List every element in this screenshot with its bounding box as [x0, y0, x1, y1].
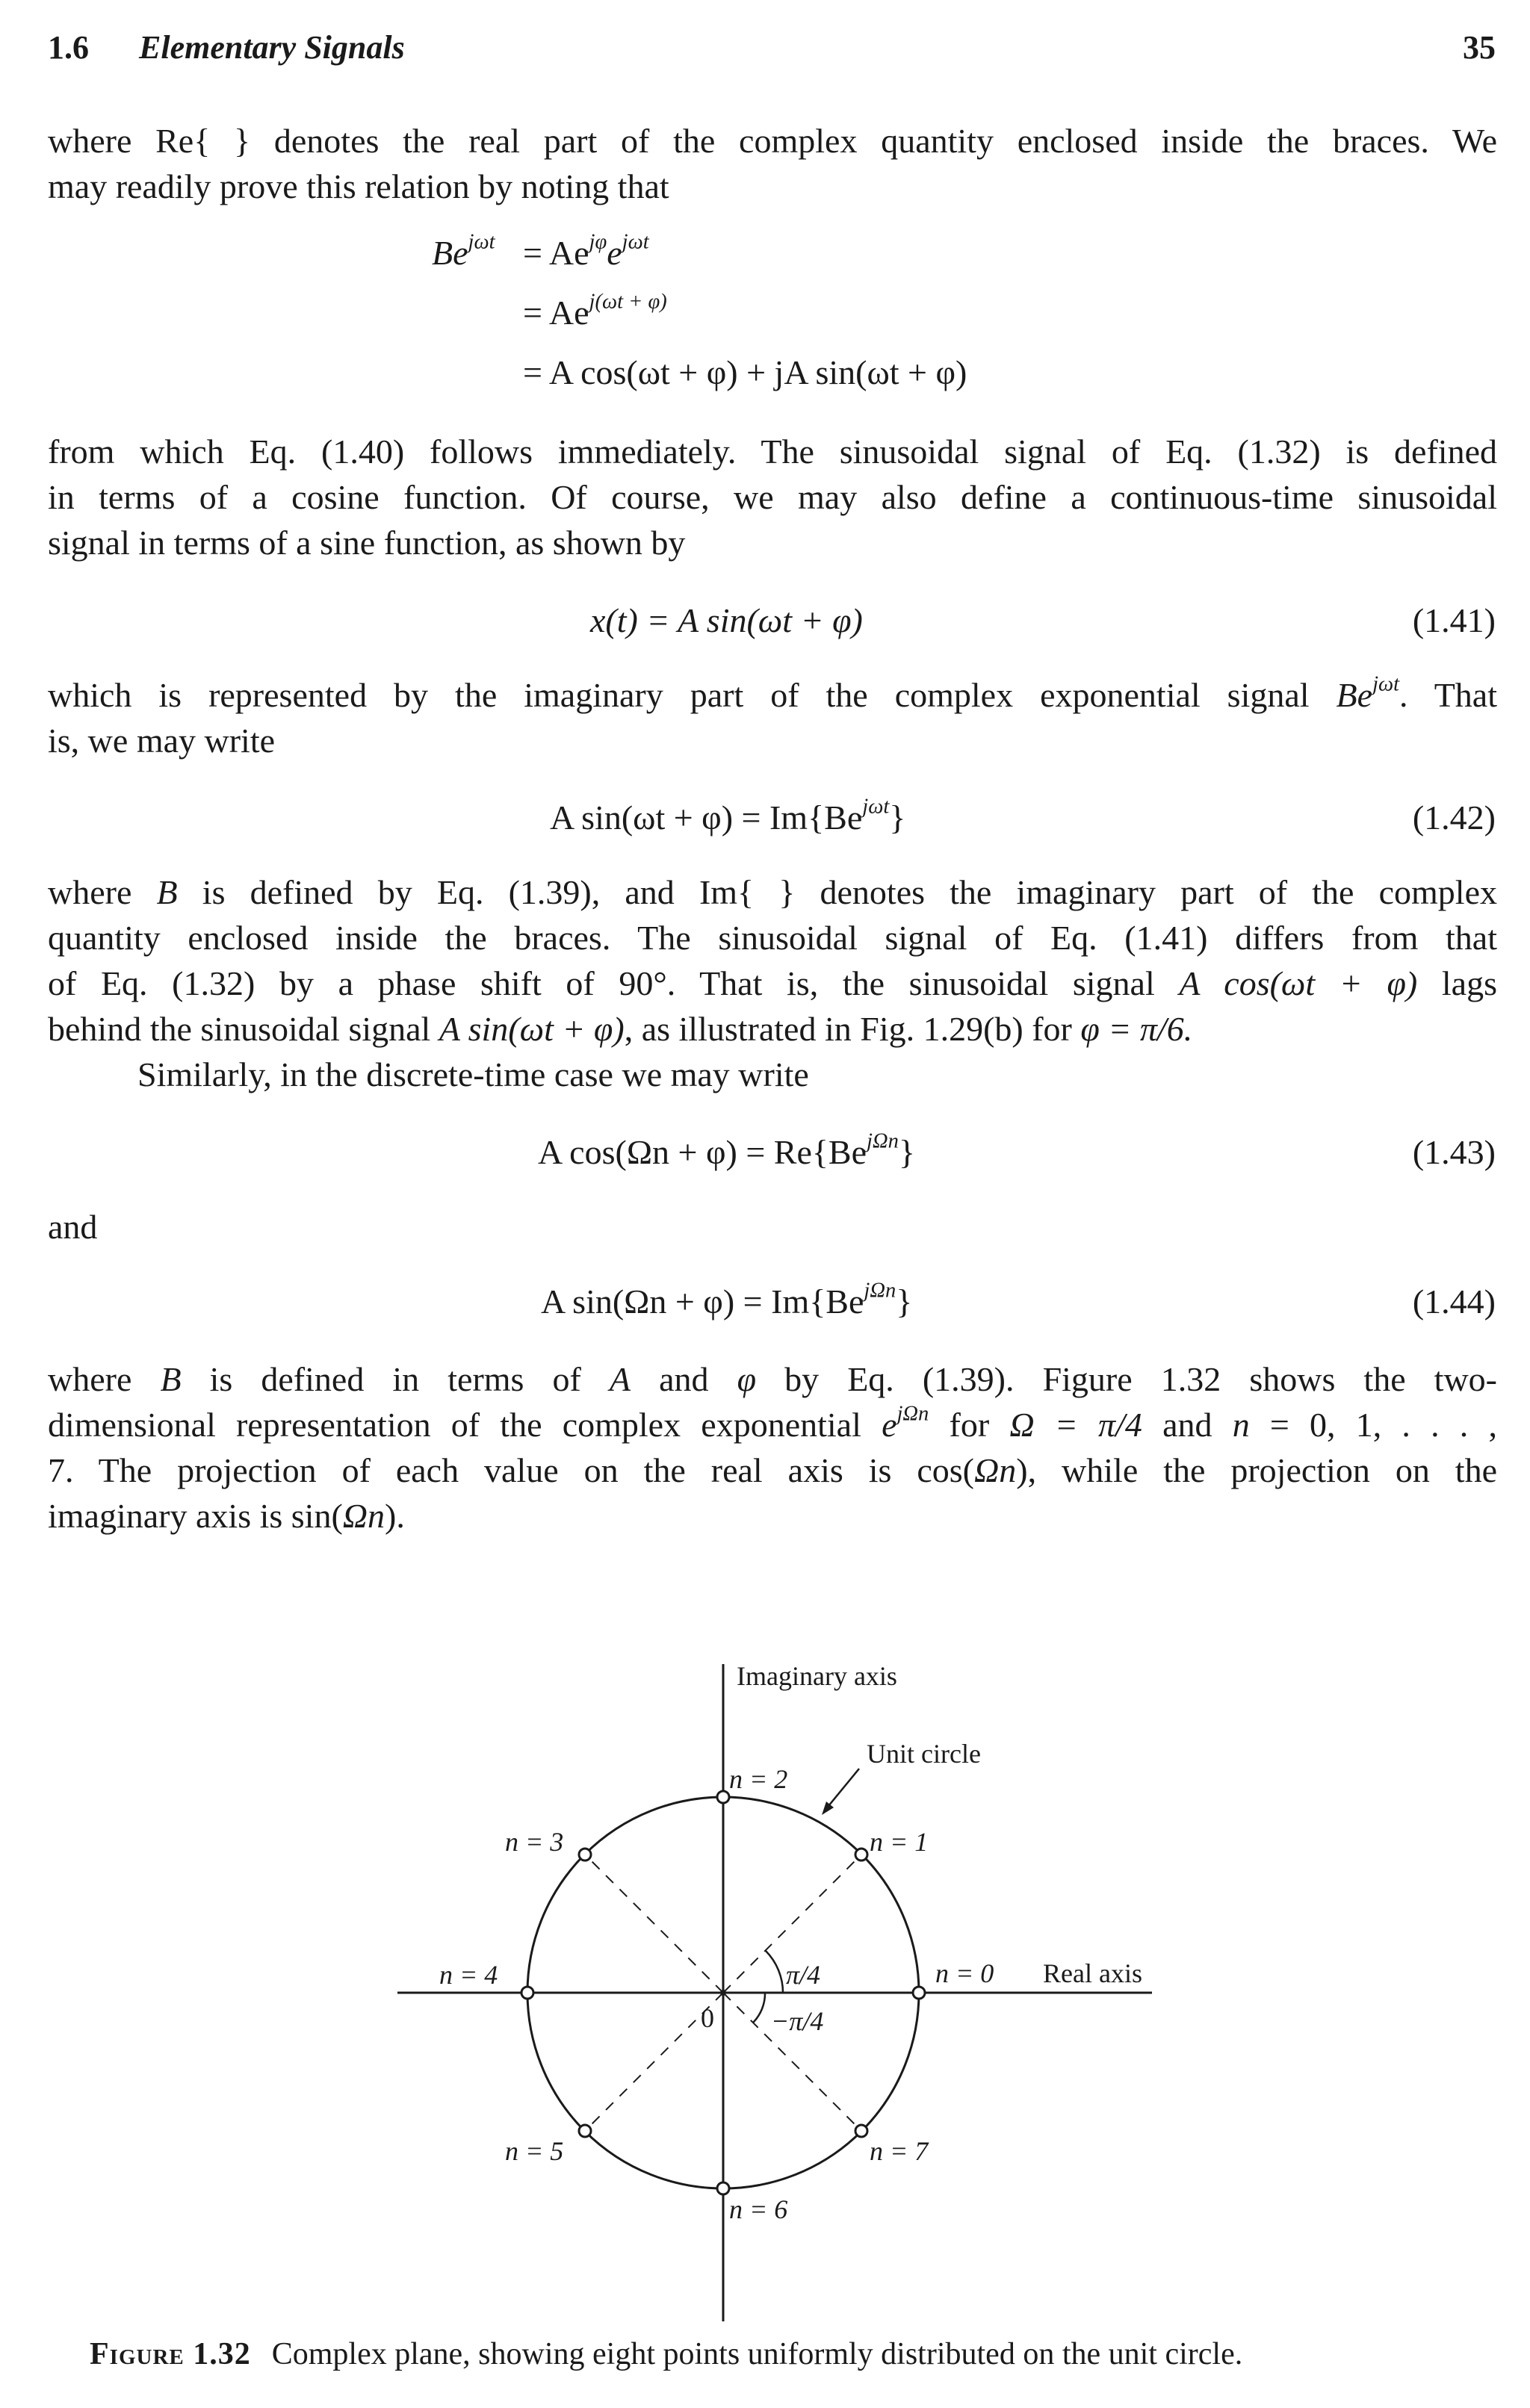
- unit-circle-pointer: [825, 1769, 859, 1810]
- equation-be-line1: = $Ae^{j\varphi}e^{j\omega t}$: [523, 230, 649, 272]
- point-n6: [717, 2182, 729, 2194]
- point-n1: [855, 1849, 867, 1861]
- unit-circle-arrowhead: [822, 1802, 834, 1815]
- equation-be-lhs: $Be^{j\omega t}$: [432, 230, 495, 272]
- origin-dot: [720, 1990, 726, 1996]
- point-n0: [913, 1987, 925, 1999]
- imaginary-axis-label: Imaginary axis: [737, 1661, 897, 1691]
- text-line: of Eq. (1.32) by a phase shift of 90°. That is, the sinusoidal signal A cos(ωt + φ) lags: [48, 964, 1497, 1002]
- equation-number-1-42: (1.42): [1412, 798, 1496, 837]
- angle-label-negative: −π/4: [771, 2006, 824, 2036]
- point-n4: [521, 1987, 533, 1999]
- text-line: is, we may write: [48, 722, 276, 760]
- section-number: 1.6: [48, 29, 89, 66]
- equation-1-42: A $\sin(\omega t + \varphi) = Im\{Be^{j\omega t}\}$: [550, 795, 906, 837]
- text-line: and: [48, 1208, 98, 1246]
- point-label-n4: n = 4: [439, 1960, 498, 1990]
- real-axis-label: Real axis: [1043, 1958, 1142, 1988]
- text-line: dimensional representation of the complex exponential $e^{j\Omega n}$ for Ω = π/4 and n = 0, 1, . . . ,: [48, 1402, 1497, 1444]
- figure-caption: [90, 2336, 1242, 2372]
- text-line: imaginary axis is sin(Ωn).: [48, 1497, 405, 1535]
- text-line: quantity enclosed inside the braces. The sinusoidal signal of Eq. (1.41) differs from that: [48, 919, 1497, 957]
- equation-be-line3: = A cos(ωt + φ) + jA sin(ωt + φ): [523, 353, 967, 391]
- text-line: from which Eq. (1.40) follows immediately. The sinusoidal signal of Eq. (1.32) is defined: [48, 432, 1497, 471]
- section-title: Elementary Signals: [139, 29, 405, 66]
- equation-number-1-41: (1.41): [1412, 601, 1496, 639]
- origin-label: 0: [701, 2003, 714, 2033]
- point-n3: [579, 1849, 591, 1861]
- radius-n3: [585, 1855, 723, 1993]
- text-line: 7. The projection of each value on the real axis is cos(Ωn), while the projection on the: [48, 1451, 1497, 1489]
- equation-1-41: x(t) = A sin(ωt + φ): [590, 601, 863, 639]
- point-label-n0: n = 0: [935, 1958, 994, 1988]
- point-label-n3: n = 3: [505, 1827, 564, 1857]
- equation-1-43: A $\cos(\Omega n + \varphi) = Re\{Be^{j\Omega n}\}$: [538, 1129, 915, 1171]
- equation-be-line2: = $Ae^{j(\omega t + \varphi)}$: [523, 290, 667, 332]
- equation-number-1-44: (1.44): [1412, 1282, 1496, 1321]
- text-line: signal in terms of a sine function, as shown by: [48, 524, 686, 562]
- figure-caption-text: Complex plane, showing eight points uniformly distributed on the unit circle.: [271, 2337, 1243, 2371]
- point-label-n7: n = 7: [870, 2136, 929, 2166]
- unit-circle-label: Unit circle: [867, 1739, 981, 1769]
- point-n7: [855, 2125, 867, 2137]
- text-line: Similarly, in the discrete-time case we may write: [137, 1055, 809, 1093]
- equation-1-44: A $\sin(\Omega n + \varphi) = Im\{Be^{j\Omega n}\}$: [541, 1279, 913, 1321]
- text-line: which is represented by the imaginary part of the complex exponential signal $Be^{j\omega t}$. That: [48, 672, 1498, 714]
- angle-arc-negative: [753, 1993, 765, 2023]
- equation-number-1-43: (1.43): [1412, 1133, 1496, 1171]
- text-line: in terms of a cosine function. Of course, we may also define a continuous-time sinusoidal: [48, 478, 1497, 516]
- page-number: 35: [1463, 29, 1496, 66]
- text-line: behind the sinusoidal signal A sin(ωt + φ), as illustrated in Fig. 1.29(b) for φ = π/6.: [48, 1010, 1193, 1048]
- point-label-n2: n = 2: [729, 1764, 788, 1794]
- figure-caption-label: Figure 1.32: [90, 2337, 251, 2371]
- angle-arc-positive: [766, 1951, 783, 1993]
- point-label-n6: n = 6: [729, 2194, 788, 2224]
- text-line: where Re{ } denotes the real part of the complex quantity enclosed inside the braces. We: [48, 122, 1497, 160]
- point-n2: [717, 1791, 729, 1803]
- text-line: where B is defined by Eq. (1.39), and Im{ } denotes the imaginary part of the complex: [48, 873, 1498, 911]
- point-label-n5: n = 5: [505, 2136, 564, 2166]
- point-n5: [579, 2125, 591, 2137]
- point-label-n1: n = 1: [870, 1827, 929, 1857]
- text-line: where B is defined in terms of A and φ by Eq. (1.39). Figure 1.32 shows the two-: [48, 1360, 1497, 1398]
- text-line: may readily prove this relation by noting that: [48, 167, 669, 205]
- angle-label-positive: π/4: [786, 1960, 821, 1990]
